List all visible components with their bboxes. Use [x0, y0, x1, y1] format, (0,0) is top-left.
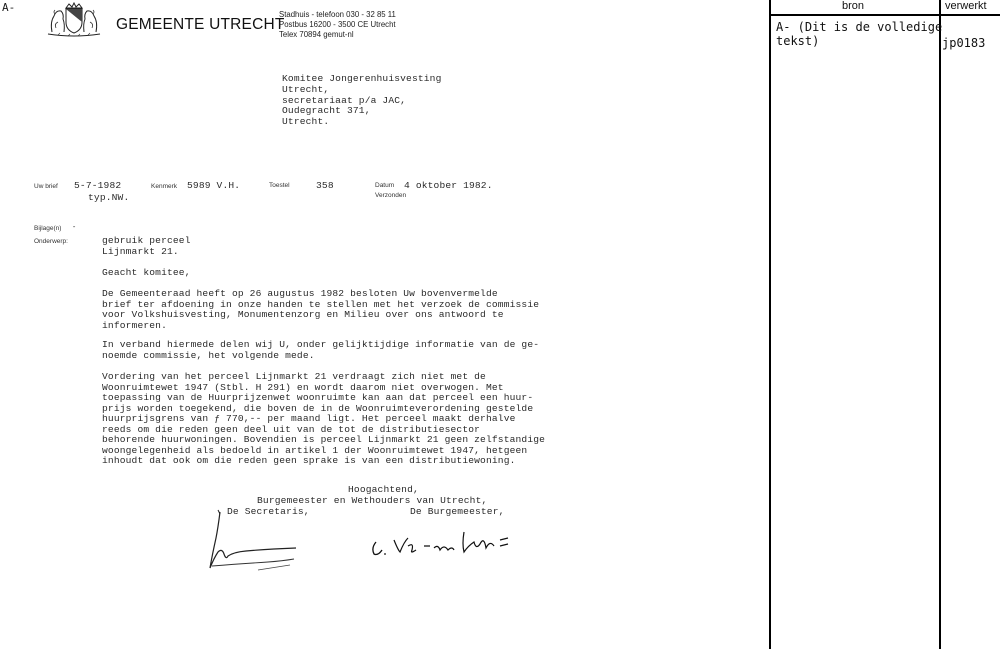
- body-line: In verband hiermede delen wij U, onder gelijktijdige informatie van de ge-: [102, 339, 540, 350]
- body-line: behorende huurwoningen. Bovendien is perceel Lijnmarkt 21 geen zelfstandige: [102, 434, 546, 445]
- column-header-verwerkt: verwerkt: [945, 0, 987, 12]
- address-line: Telex 70894 gemut-nl: [279, 30, 354, 39]
- verwerkt-cell: jp0183: [942, 36, 986, 50]
- body-line: voor Volkshuisvesting, Monumentenzorg en Milieu over ons antwoord te: [102, 309, 504, 320]
- paragraph-2: [102, 340, 539, 361]
- body-line: prijs worden toegekend, die boven de in de Woonruimteverordening gestelde: [102, 402, 534, 414]
- closing-authority: Burgemeester en Wethouders van Utrecht,: [257, 495, 488, 506]
- corner-marker: A-: [2, 1, 16, 14]
- bron-line: tekst): [776, 34, 820, 48]
- table-border-left: [769, 0, 771, 649]
- address-line: Stadhuis - telefoon 030 - 32 85 11: [279, 10, 396, 19]
- bijlage-label: Bijlage(n): [34, 225, 62, 232]
- datum-value: 4 oktober 1982.: [404, 180, 493, 191]
- closing-greeting: Hoogachtend,: [348, 484, 419, 495]
- datum-label: Datum: [375, 182, 395, 189]
- onderwerp-line: Lijnmarkt 21.: [102, 245, 179, 257]
- onderwerp-line: gebruik perceel: [102, 235, 191, 246]
- body-line: Vordering van het perceel Lijnmarkt 21 verdraagt zich niet met de: [102, 371, 486, 382]
- address-line: Postbus 16200 - 3500 CE Utrecht: [279, 20, 396, 29]
- organization-name: GEMEENTE UTRECHT: [116, 16, 285, 33]
- bijlage-value: -: [72, 224, 77, 232]
- body-line: De Gemeenteraad heeft op 26 augustus 1982 besloten Uw bovenvermelde: [102, 288, 498, 299]
- body-line: noemde commissie, het volgende mede.: [102, 349, 315, 361]
- mayor-signature: [368, 528, 528, 562]
- body-line: reeds om die reden geen deel uit van de tot de distributiesector: [102, 423, 481, 435]
- secretary-title: De Secretaris,: [227, 506, 310, 517]
- bron-cell: [776, 20, 942, 48]
- onderwerp-label: Onderwerp:: [34, 238, 68, 245]
- recipient-line: Utrecht.: [282, 116, 330, 128]
- uw-brief-sub: typ.NW.: [88, 192, 130, 203]
- kenmerk-value: 5989 V.H.: [187, 180, 241, 191]
- body-line: huurprijsgrens van ƒ 770,-- per maand ligt. Het perceel maakt derhalve: [102, 413, 516, 424]
- salutation: Geacht komitee,: [102, 267, 191, 278]
- kenmerk-label: Kenmerk: [151, 183, 178, 190]
- toestel-value: 358: [316, 180, 334, 191]
- paragraph-1: [102, 289, 539, 331]
- onderwerp-text: [102, 236, 191, 257]
- body-line: Woonruimtewet 1947 (Stbl. H 291) en wordt daarom niet overwogen. Met: [102, 381, 504, 393]
- letterhead-address: [279, 10, 396, 40]
- recipient-address: [282, 74, 442, 128]
- column-header-bron: bron: [842, 0, 865, 12]
- secretary-signature: [198, 508, 308, 578]
- mayor-title: De Burgemeester,: [410, 506, 505, 517]
- body-line: informeren.: [102, 319, 167, 331]
- paragraph-3: [102, 372, 545, 467]
- table-column-divider: [939, 0, 941, 649]
- toestel-label: Toestel: [269, 182, 290, 189]
- body-line: brief ter afdoening in onze handen te stellen met het verzoek de commissie: [102, 298, 540, 310]
- uw-brief-value: 5-7-1982: [74, 180, 122, 191]
- body-line: toepassing van de Huurprijzenwet woonruimte kan aan dat perceel een huur-: [102, 392, 534, 403]
- recipient-line: secretariaat p/a JAC,: [282, 94, 407, 106]
- bron-line: A- (Dit is de volledige: [776, 20, 943, 34]
- verzonden-label: Verzonden: [375, 192, 407, 199]
- recipient-line: Komitee Jongerenhuisvesting: [282, 73, 442, 84]
- coat-of-arms-logo: [44, 2, 104, 38]
- table-header-divider: [769, 14, 1000, 16]
- uw-brief-label: Uw brief: [34, 183, 58, 190]
- body-line: woongelegenheid als bedoeld in artikel 1 der Woonruimtewet 1947, hetgeen: [102, 444, 528, 456]
- recipient-line: Oudegracht 371,: [282, 105, 371, 117]
- recipient-line: Utrecht,: [282, 83, 330, 95]
- body-line: inhoudt dat ook om die reden geen sprake is van een distributiewoning.: [102, 455, 516, 466]
